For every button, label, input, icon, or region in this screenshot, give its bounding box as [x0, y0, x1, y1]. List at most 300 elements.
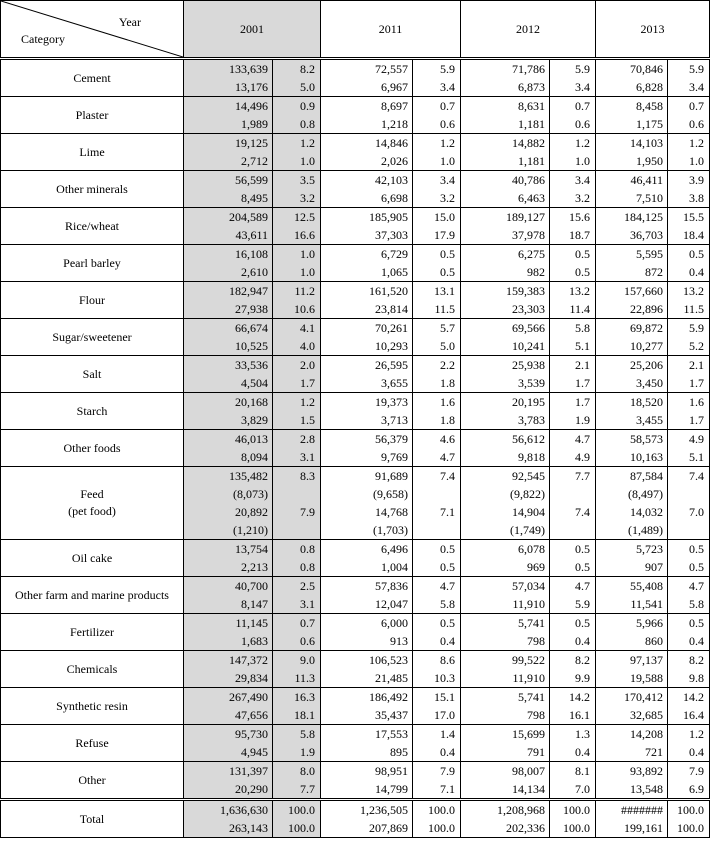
share-cell: 7.9 — [668, 762, 710, 781]
category-cell: Plaster — [1, 97, 184, 134]
table-row — [1, 319, 710, 338]
value-cell: 35,437 — [321, 706, 413, 725]
share-cell: 17.0 — [413, 706, 461, 725]
value-cell: 199,161 — [596, 819, 668, 838]
value-cell: 1,175 — [596, 115, 668, 134]
value-cell: 21,485 — [321, 669, 413, 688]
share-cell: 0.6 — [413, 115, 461, 134]
value-cell: 1,636,630 — [184, 800, 273, 820]
value-cell: 56,599 — [184, 171, 273, 190]
share-cell: 8.3 — [273, 467, 321, 486]
share-cell: 0.5 — [413, 558, 461, 577]
share-cell: 2.2 — [413, 356, 461, 375]
share-cell: 9.9 — [550, 669, 596, 688]
value-cell: 40,786 — [461, 171, 550, 190]
share-cell: 15.5 — [668, 208, 710, 227]
value-cell: 14,799 — [321, 780, 413, 800]
value-cell: 2,213 — [184, 558, 273, 577]
share-cell: 4.7 — [413, 448, 461, 467]
table-row — [1, 134, 710, 153]
value-cell: 6,698 — [321, 189, 413, 208]
value-cell: 23,814 — [321, 300, 413, 319]
value-cell: 37,303 — [321, 226, 413, 245]
share-cell: 0.5 — [413, 540, 461, 559]
share-cell: 100.0 — [668, 800, 710, 820]
share-cell: 1.0 — [273, 263, 321, 282]
value-cell: 71,786 — [461, 59, 550, 79]
table-row — [1, 245, 710, 264]
value-cell: 3,450 — [596, 374, 668, 393]
value-cell: 895 — [321, 743, 413, 762]
share-cell: 2.5 — [273, 577, 321, 596]
share-cell: 1.7 — [273, 374, 321, 393]
share-cell — [668, 485, 710, 503]
value-cell: 170,412 — [596, 688, 668, 707]
value-cell: 87,584 — [596, 467, 668, 486]
value-cell: 20,195 — [461, 393, 550, 412]
share-cell: 0.5 — [413, 614, 461, 633]
value-cell: 1,950 — [596, 152, 668, 171]
share-cell: 5.8 — [273, 725, 321, 744]
value-cell: 32,685 — [596, 706, 668, 725]
value-cell: 182,947 — [184, 282, 273, 301]
value-cell: 10,277 — [596, 337, 668, 356]
value-cell: 16,108 — [184, 245, 273, 264]
share-cell: 0.6 — [273, 632, 321, 651]
value-cell: 66,674 — [184, 319, 273, 338]
value-cell: 11,910 — [461, 669, 550, 688]
value-cell: 6,729 — [321, 245, 413, 264]
value-cell: (8,497) — [596, 485, 668, 503]
table-row — [1, 725, 710, 744]
share-cell: 16.3 — [273, 688, 321, 707]
value-cell: 70,846 — [596, 59, 668, 79]
value-cell: 1,065 — [321, 263, 413, 282]
share-cell: 1.4 — [413, 725, 461, 744]
value-cell: 19,125 — [184, 134, 273, 153]
share-cell: 4.7 — [550, 577, 596, 596]
share-cell: 0.7 — [273, 614, 321, 633]
share-cell: 0.5 — [550, 540, 596, 559]
value-cell: 189,127 — [461, 208, 550, 227]
value-cell: 913 — [321, 632, 413, 651]
value-cell: 2,610 — [184, 263, 273, 282]
value-cell: 860 — [596, 632, 668, 651]
share-cell: 5.9 — [413, 59, 461, 79]
value-cell: 14,032 — [596, 503, 668, 521]
share-cell: 15.0 — [413, 208, 461, 227]
share-cell — [668, 521, 710, 540]
value-cell: (1,210) — [184, 521, 273, 540]
value-cell: 131,397 — [184, 762, 273, 781]
share-cell: 0.4 — [413, 632, 461, 651]
table-row — [1, 393, 710, 412]
value-cell: 8,147 — [184, 595, 273, 614]
share-cell: 5.9 — [668, 59, 710, 79]
value-cell: 29,834 — [184, 669, 273, 688]
value-cell: 13,548 — [596, 780, 668, 800]
share-cell: 0.6 — [550, 115, 596, 134]
value-cell: 184,125 — [596, 208, 668, 227]
category-cell: Feed (pet food) — [1, 467, 184, 540]
share-cell: 7.4 — [550, 503, 596, 521]
corner-header — [1, 1, 184, 59]
value-cell: 58,573 — [596, 430, 668, 449]
year-label: Year — [118, 15, 141, 29]
value-cell: 33,536 — [184, 356, 273, 375]
header-row — [1, 1, 710, 59]
value-cell: (8,073) — [184, 485, 273, 503]
value-cell: 13,176 — [184, 78, 273, 97]
share-cell: 1.8 — [413, 374, 461, 393]
share-cell: 3.4 — [413, 78, 461, 97]
share-cell: 7.7 — [550, 467, 596, 486]
share-cell: 1.7 — [668, 374, 710, 393]
share-cell: 16.1 — [550, 706, 596, 725]
share-cell: 100.0 — [668, 819, 710, 838]
value-cell: 17,553 — [321, 725, 413, 744]
share-cell: 13.1 — [413, 282, 461, 301]
value-cell: 20,892 — [184, 503, 273, 521]
share-cell: 3.2 — [550, 189, 596, 208]
share-cell: 15.1 — [413, 688, 461, 707]
share-cell: 7.9 — [273, 503, 321, 521]
value-cell: 9,818 — [461, 448, 550, 467]
share-cell: 16.6 — [273, 226, 321, 245]
share-cell: 6.9 — [668, 780, 710, 800]
value-cell: 6,275 — [461, 245, 550, 264]
value-cell: 92,545 — [461, 467, 550, 486]
share-cell: 0.4 — [668, 632, 710, 651]
value-cell: 159,383 — [461, 282, 550, 301]
category-cell: Sugar/sweetener — [1, 319, 184, 356]
value-cell: 267,490 — [184, 688, 273, 707]
share-cell: 7.9 — [413, 762, 461, 781]
share-cell: 1.0 — [273, 152, 321, 171]
value-cell: 46,411 — [596, 171, 668, 190]
share-cell: 2.1 — [550, 356, 596, 375]
share-cell: 0.5 — [550, 263, 596, 282]
share-cell: 0.4 — [550, 743, 596, 762]
share-cell: 0.5 — [550, 558, 596, 577]
value-cell: 8,094 — [184, 448, 273, 467]
share-cell: 11.5 — [668, 300, 710, 319]
value-cell: 19,373 — [321, 393, 413, 412]
share-cell: 9.0 — [273, 651, 321, 670]
table-row — [1, 762, 710, 781]
value-cell: 907 — [596, 558, 668, 577]
share-cell: 2.8 — [273, 430, 321, 449]
table-row — [1, 614, 710, 633]
value-cell: 91,689 — [321, 467, 413, 486]
value-cell: 6,463 — [461, 189, 550, 208]
share-cell: 1.7 — [550, 393, 596, 412]
category-label: Category — [21, 32, 65, 46]
category-cell: Other minerals — [1, 171, 184, 208]
value-cell: (9,658) — [321, 485, 413, 503]
value-cell: 14,882 — [461, 134, 550, 153]
value-cell: 1,989 — [184, 115, 273, 134]
share-cell: 1.2 — [413, 134, 461, 153]
share-cell — [413, 521, 461, 540]
value-cell: 1,683 — [184, 632, 273, 651]
share-cell: 4.6 — [413, 430, 461, 449]
share-cell: 100.0 — [413, 819, 461, 838]
value-cell: 157,660 — [596, 282, 668, 301]
share-cell: 100.0 — [550, 819, 596, 838]
share-cell: 5.9 — [668, 319, 710, 338]
value-cell: 40,700 — [184, 577, 273, 596]
share-cell: 0.5 — [668, 540, 710, 559]
value-cell: 135,482 — [184, 467, 273, 486]
value-cell: (1,749) — [461, 521, 550, 540]
share-cell: 1.6 — [668, 393, 710, 412]
share-cell: 1.6 — [413, 393, 461, 412]
share-cell: 12.5 — [273, 208, 321, 227]
share-cell: 0.9 — [273, 97, 321, 116]
value-cell: 161,520 — [321, 282, 413, 301]
value-cell: 8,631 — [461, 97, 550, 116]
share-cell: 0.4 — [668, 263, 710, 282]
value-cell: 8,697 — [321, 97, 413, 116]
share-cell: 0.5 — [550, 614, 596, 633]
category-cell: Other — [1, 762, 184, 800]
share-cell: 2.1 — [668, 356, 710, 375]
share-cell: 0.8 — [273, 540, 321, 559]
category-cell: Chemicals — [1, 651, 184, 688]
share-cell: 7.7 — [273, 780, 321, 800]
value-cell: 6,000 — [321, 614, 413, 633]
share-cell: 3.4 — [550, 171, 596, 190]
share-cell: 11.5 — [413, 300, 461, 319]
value-cell: 7,510 — [596, 189, 668, 208]
value-cell: 36,703 — [596, 226, 668, 245]
year-header-2012: 2012 — [461, 1, 596, 59]
share-cell: 11.2 — [273, 282, 321, 301]
value-cell: 43,611 — [184, 226, 273, 245]
share-cell: 0.5 — [668, 558, 710, 577]
value-cell: (9,822) — [461, 485, 550, 503]
share-cell: 4.9 — [550, 448, 596, 467]
share-cell: 5.8 — [668, 595, 710, 614]
value-cell: 3,713 — [321, 411, 413, 430]
share-cell: 3.4 — [550, 78, 596, 97]
share-cell: 13.2 — [550, 282, 596, 301]
share-cell: 5.1 — [668, 448, 710, 467]
value-cell: 14,496 — [184, 97, 273, 116]
share-cell: 100.0 — [273, 819, 321, 838]
value-cell: 56,612 — [461, 430, 550, 449]
value-cell: 98,007 — [461, 762, 550, 781]
share-cell: 13.2 — [668, 282, 710, 301]
share-cell — [273, 485, 321, 503]
table-row — [1, 688, 710, 707]
value-cell: 185,905 — [321, 208, 413, 227]
share-cell: 1.0 — [413, 152, 461, 171]
diagonal-line — [1, 1, 183, 57]
value-cell: 1,181 — [461, 152, 550, 171]
category-cell: Flour — [1, 282, 184, 319]
value-cell: 147,372 — [184, 651, 273, 670]
share-cell — [413, 485, 461, 503]
value-cell: 99,522 — [461, 651, 550, 670]
table-row — [1, 800, 710, 820]
value-cell: 8,495 — [184, 189, 273, 208]
share-cell: 1.7 — [668, 411, 710, 430]
value-cell: 3,655 — [321, 374, 413, 393]
share-cell: 1.5 — [273, 411, 321, 430]
table-row — [1, 467, 710, 486]
share-cell: 3.5 — [273, 171, 321, 190]
share-cell: 4.9 — [668, 430, 710, 449]
value-cell: 2,712 — [184, 152, 273, 171]
value-cell: 14,768 — [321, 503, 413, 521]
value-cell: 98,951 — [321, 762, 413, 781]
share-cell: 5.0 — [273, 78, 321, 97]
value-cell: 57,034 — [461, 577, 550, 596]
value-cell: 22,896 — [596, 300, 668, 319]
value-cell: 1,004 — [321, 558, 413, 577]
value-cell: 5,741 — [461, 688, 550, 707]
table-row — [1, 540, 710, 559]
share-cell: 7.0 — [668, 503, 710, 521]
share-cell: 0.7 — [413, 97, 461, 116]
value-cell: 69,872 — [596, 319, 668, 338]
share-cell: 8.6 — [413, 651, 461, 670]
value-cell: 6,967 — [321, 78, 413, 97]
value-cell: 14,103 — [596, 134, 668, 153]
share-cell: 3.2 — [413, 189, 461, 208]
value-cell: 1,236,505 — [321, 800, 413, 820]
value-cell: 15,699 — [461, 725, 550, 744]
value-cell: 791 — [461, 743, 550, 762]
share-cell: 9.8 — [668, 669, 710, 688]
value-cell: 106,523 — [321, 651, 413, 670]
share-cell: 3.2 — [273, 189, 321, 208]
share-cell — [550, 521, 596, 540]
value-cell: 23,303 — [461, 300, 550, 319]
share-cell: 11.4 — [550, 300, 596, 319]
table-row — [1, 171, 710, 190]
share-cell: 0.5 — [413, 245, 461, 264]
category-cell: Cement — [1, 59, 184, 97]
share-cell: 5.9 — [550, 59, 596, 79]
share-cell: 16.4 — [668, 706, 710, 725]
value-cell: 95,730 — [184, 725, 273, 744]
value-cell: 46,013 — [184, 430, 273, 449]
table-row — [1, 208, 710, 227]
share-cell: 18.7 — [550, 226, 596, 245]
value-cell: 57,836 — [321, 577, 413, 596]
value-cell: 5,595 — [596, 245, 668, 264]
year-header-2013: 2013 — [596, 1, 710, 59]
value-cell: 3,539 — [461, 374, 550, 393]
share-cell: 5.0 — [413, 337, 461, 356]
share-cell: 5.1 — [550, 337, 596, 356]
share-cell: 7.1 — [413, 503, 461, 521]
year-header-2001: 2001 — [184, 1, 321, 59]
value-cell: 26,595 — [321, 356, 413, 375]
value-cell: 4,945 — [184, 743, 273, 762]
value-cell: 5,741 — [461, 614, 550, 633]
share-cell: 15.6 — [550, 208, 596, 227]
value-cell: 202,336 — [461, 819, 550, 838]
table-row — [1, 59, 710, 79]
share-cell: 17.9 — [413, 226, 461, 245]
share-cell: 5.2 — [668, 337, 710, 356]
value-cell: 798 — [461, 632, 550, 651]
share-cell: 3.1 — [273, 448, 321, 467]
share-cell: 8.2 — [668, 651, 710, 670]
share-cell: 0.6 — [668, 115, 710, 134]
table-row — [1, 97, 710, 116]
value-cell: 6,078 — [461, 540, 550, 559]
table-row — [1, 282, 710, 301]
share-cell: 4.7 — [668, 577, 710, 596]
value-cell: 47,656 — [184, 706, 273, 725]
share-cell: 0.5 — [413, 263, 461, 282]
share-cell: 0.4 — [550, 632, 596, 651]
share-cell: 1.3 — [550, 725, 596, 744]
share-cell: 5.8 — [550, 319, 596, 338]
value-cell: 12,047 — [321, 595, 413, 614]
share-cell: 18.1 — [273, 706, 321, 725]
value-cell: (1,703) — [321, 521, 413, 540]
category-cell: Lime — [1, 134, 184, 171]
value-cell: 27,938 — [184, 300, 273, 319]
value-cell: 14,208 — [596, 725, 668, 744]
value-cell: 2,026 — [321, 152, 413, 171]
share-cell: 4.7 — [413, 577, 461, 596]
share-cell: 1.9 — [550, 411, 596, 430]
share-cell: 0.4 — [668, 743, 710, 762]
category-cell: Refuse — [1, 725, 184, 762]
value-cell: 10,293 — [321, 337, 413, 356]
share-cell: 0.7 — [668, 97, 710, 116]
category-cell: Other foods — [1, 430, 184, 467]
share-cell: 4.1 — [273, 319, 321, 338]
share-cell: 0.4 — [413, 743, 461, 762]
category-cell: Total — [1, 800, 184, 838]
value-cell: 11,910 — [461, 595, 550, 614]
share-cell: 1.9 — [273, 743, 321, 762]
share-cell: 1.0 — [668, 152, 710, 171]
share-cell: 14.2 — [550, 688, 596, 707]
value-cell: 69,566 — [461, 319, 550, 338]
value-cell: 4,504 — [184, 374, 273, 393]
value-cell: ####### — [596, 800, 668, 820]
share-cell: 0.5 — [668, 614, 710, 633]
share-cell — [550, 485, 596, 503]
share-cell: 1.2 — [273, 393, 321, 412]
value-cell: 1,181 — [461, 115, 550, 134]
category-cell: Fertilizer — [1, 614, 184, 651]
share-cell: 8.0 — [273, 762, 321, 781]
table-row — [1, 577, 710, 596]
value-cell: 207,869 — [321, 819, 413, 838]
share-cell: 1.2 — [668, 134, 710, 153]
share-cell: 10.3 — [413, 669, 461, 688]
value-cell: 872 — [596, 263, 668, 282]
value-cell: (1,489) — [596, 521, 668, 540]
value-cell: 204,589 — [184, 208, 273, 227]
share-cell: 4.0 — [273, 337, 321, 356]
share-cell: 0.5 — [550, 245, 596, 264]
share-cell: 4.7 — [550, 430, 596, 449]
share-cell: 0.7 — [550, 97, 596, 116]
share-cell: 1.0 — [273, 245, 321, 264]
value-cell: 14,134 — [461, 780, 550, 800]
